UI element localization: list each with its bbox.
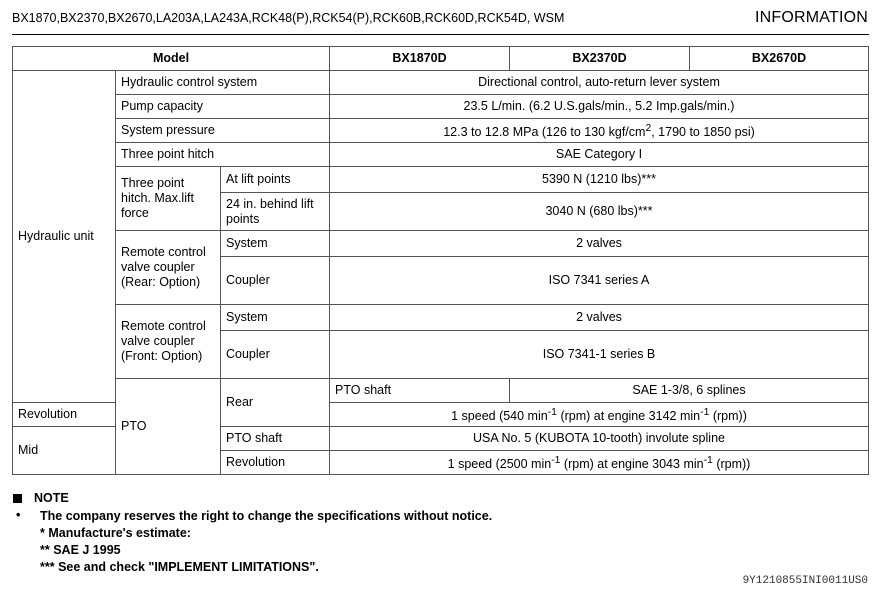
rear-coupler-value: ISO 7341 series A xyxy=(330,257,869,305)
rev-superscript: -1 xyxy=(551,455,561,467)
note-line-1: The company reserves the right to change the specifications without notice. xyxy=(40,509,493,523)
pto-mid-revolution-value xyxy=(330,451,869,475)
model-header-cell: Model xyxy=(13,47,330,71)
bullet-icon: • xyxy=(16,508,21,522)
table-row xyxy=(13,167,869,193)
front-coupler-sub-label: Coupler xyxy=(221,331,330,379)
front-coupler-label: Remote control valve coupler (Front: Option) xyxy=(116,305,221,379)
table-row xyxy=(13,71,869,95)
rev-superscript: -1 xyxy=(547,407,557,419)
note-bullet-row xyxy=(13,508,492,576)
pto-rear-revolution-value xyxy=(330,403,869,427)
group-pto: PTO xyxy=(116,379,221,475)
pto-mid-revolution-label: Revolution xyxy=(221,451,330,475)
at-lift-points-label: At lift points xyxy=(221,167,330,193)
table-row xyxy=(13,119,869,143)
table-row xyxy=(13,305,869,331)
square-bullet-icon xyxy=(13,494,22,503)
spec-table xyxy=(12,46,869,475)
rear-system-label: System xyxy=(221,231,330,257)
rev-text: (rpm) at engine 3043 min xyxy=(560,457,704,472)
hydraulic-control-label: Hydraulic control system xyxy=(116,71,330,95)
note-line-4: *** See and check "IMPLEMENT LIMITATIONS". xyxy=(40,560,319,574)
front-system-value: 2 valves xyxy=(330,305,869,331)
header-rule xyxy=(12,34,869,35)
pto-rear-revolution-label: Revolution xyxy=(13,403,116,427)
pto-mid-label: Mid xyxy=(13,427,116,475)
pto-rear-label: Rear xyxy=(221,379,330,427)
note-line-2: * Manufacture's estimate: xyxy=(40,526,191,540)
front-coupler-value: ISO 7341-1 series B xyxy=(330,331,869,379)
three-point-hitch-label: Three point hitch xyxy=(116,143,330,167)
pressure-superscript: 2 xyxy=(645,123,652,134)
model-bx2370d: BX2370D xyxy=(510,47,690,71)
rear-coupler-label: Remote control valve coupler (Rear: Option) xyxy=(116,231,221,305)
hydraulic-control-value: Directional control, auto-return lever system xyxy=(330,71,869,95)
three-point-hitch-value: SAE Category I xyxy=(330,143,869,167)
at-lift-points-value: 5390 N (1210 lbs)*** xyxy=(330,167,869,193)
table-row xyxy=(13,231,869,257)
header-section-title: INFORMATION xyxy=(754,9,868,26)
note-block xyxy=(13,491,492,576)
rear-coupler-sub-label: Coupler xyxy=(221,257,330,305)
max-lift-force-label: Three point hitch. Max.lift force xyxy=(116,167,221,231)
note-title-text: NOTE xyxy=(34,491,69,505)
model-bx1870d: BX1870D xyxy=(330,47,510,71)
note-lines xyxy=(40,508,492,576)
rev-text: 1 speed (540 min xyxy=(451,409,548,424)
note-title xyxy=(13,491,492,505)
rev-superscript: -1 xyxy=(703,455,713,467)
rev-superscript: -1 xyxy=(700,407,710,419)
document-id: 9Y1210855INI0011US0 xyxy=(742,575,868,587)
rev-text: (rpm)) xyxy=(709,409,747,424)
behind-lift-points-label: 24 in. behind lift points xyxy=(221,193,330,231)
pto-mid-shaft-label: PTO shaft xyxy=(221,427,330,451)
rev-text: (rpm)) xyxy=(712,457,751,472)
pto-rear-shaft-label: PTO shaft xyxy=(330,379,510,403)
system-pressure-value xyxy=(330,119,869,143)
table-row xyxy=(13,143,869,167)
group-hydraulic-unit: Hydraulic unit xyxy=(13,71,116,403)
pressure-text-end: , 1790 to 1850 psi) xyxy=(651,125,755,140)
system-pressure-label: System pressure xyxy=(116,119,330,143)
pto-mid-shaft-value: USA No. 5 (KUBOTA 10-tooth) involute spline xyxy=(330,427,869,451)
model-bx2670d: BX2670D xyxy=(690,47,869,71)
front-system-label: System xyxy=(221,305,330,331)
rev-text: 1 speed (2500 min xyxy=(447,457,552,472)
table-row xyxy=(13,95,869,119)
note-line-3: ** SAE J 1995 xyxy=(40,543,121,557)
pto-rear-shaft-value: SAE 1-3/8, 6 splines xyxy=(510,379,869,403)
pump-capacity-label: Pump capacity xyxy=(116,95,330,119)
table-row xyxy=(13,47,869,71)
pump-capacity-value: 23.5 L/min. (6.2 U.S.gals/min., 5.2 Imp.gals/min.) xyxy=(330,95,869,119)
header-models: BX1870,BX2370,BX2670,LA203A,LA243A,RCK48(P),RCK54(P),RCK60B,RCK60D,RCK54D, WSM xyxy=(12,11,565,25)
pressure-text: 12.3 to 12.8 MPa (126 to 130 kgf/cm xyxy=(443,125,646,140)
behind-lift-points-value: 3040 N (680 lbs)*** xyxy=(330,193,869,231)
table-row xyxy=(13,379,869,403)
rear-system-value: 2 valves xyxy=(330,231,869,257)
rev-text: (rpm) at engine 3142 min xyxy=(556,409,701,424)
